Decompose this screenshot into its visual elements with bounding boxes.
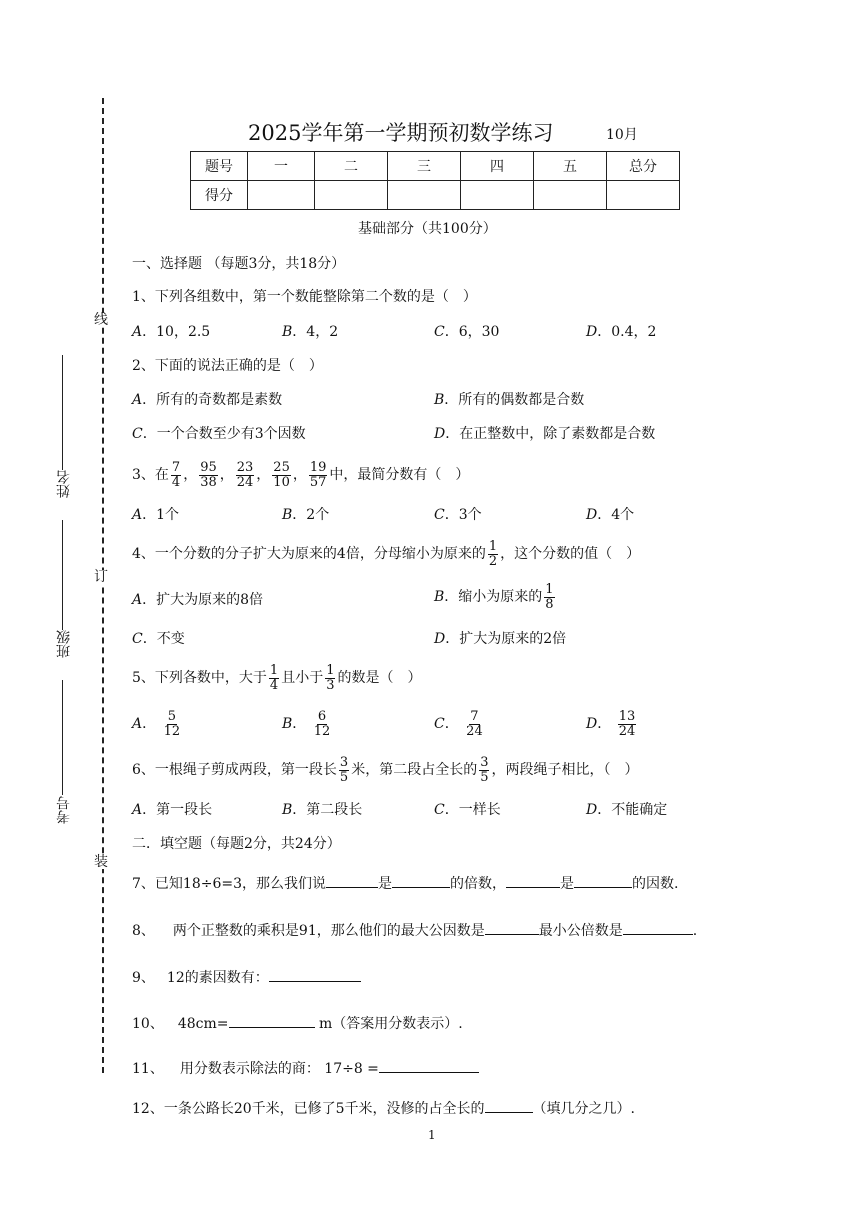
q1-option-a: A．10，2.5 bbox=[132, 324, 211, 340]
q11-stem: 11、 用分数表示除法的商： 17÷8 = bbox=[132, 1058, 479, 1079]
q3-option-a: A．1个 bbox=[132, 507, 180, 523]
score-table bbox=[190, 151, 680, 210]
q9-stem: 9、 12的素因数有： bbox=[132, 967, 361, 988]
answer-blank[interactable] bbox=[574, 873, 632, 888]
margin-bind-char: 装 bbox=[94, 854, 108, 870]
q5-option-c: C． $\frac{7}{24}$ bbox=[434, 708, 483, 739]
margin-line-char: 线 bbox=[94, 312, 108, 328]
q1-option-b: B．4，2 bbox=[282, 324, 339, 340]
fraction: $\frac{1}{8}$ bbox=[545, 581, 554, 612]
q4-option-b: B．缩小为原来的 $\frac{1}{8}$ bbox=[434, 581, 554, 612]
name-label: 姓名 bbox=[56, 470, 72, 498]
fraction: $\frac{25}{10}$ bbox=[273, 459, 290, 490]
id-blank-line bbox=[62, 680, 63, 795]
q6-option-d: D．不能确定 bbox=[586, 802, 668, 818]
id-label: 考号 bbox=[56, 796, 72, 824]
score-header-cell: 题号 bbox=[191, 152, 248, 181]
q4-option-d: D．扩大为原来的2倍 bbox=[434, 631, 567, 647]
fraction: $\frac{6}{12}$ bbox=[313, 708, 331, 739]
fraction: $\frac{5}{12}$ bbox=[163, 708, 181, 739]
q6-stem: 6、一根绳子剪成两段，第一段长 $\frac{3}{5}$ 米，第二段占全长的 $\frac{3}{5}$ ，两段绳子相比，（ ） bbox=[132, 754, 639, 785]
score-header-cell: 五 bbox=[534, 152, 607, 181]
score-header-cell: 总分 bbox=[607, 152, 680, 181]
q5-option-a: A． $\frac{5}{12}$ bbox=[132, 708, 181, 739]
q10-stem: 10、 48cm= m（答案用分数表示）. bbox=[132, 1013, 463, 1034]
answer-blank[interactable] bbox=[485, 920, 539, 935]
binding-dashed-line bbox=[102, 98, 104, 1073]
fraction: $\frac{3}{5}$ bbox=[480, 754, 489, 785]
score-cell[interactable] bbox=[461, 181, 534, 210]
q8-stem: 8、 两个正整数的乘积是91，那么他们的最大公因数是 最小公倍数是 . bbox=[132, 920, 697, 941]
q5-option-d: D． $\frac{13}{24}$ bbox=[586, 708, 636, 739]
fraction: $\frac{1}{4}$ bbox=[269, 662, 279, 693]
answer-blank[interactable] bbox=[623, 920, 693, 935]
q3-option-d: D．4个 bbox=[586, 507, 635, 523]
q1-stem: 1、下列各组数中，第一个数能整除第二个数的是（ ） bbox=[132, 289, 477, 305]
class-label: 班级 bbox=[56, 630, 72, 658]
score-cell[interactable] bbox=[315, 181, 388, 210]
page-number: 1 bbox=[428, 1128, 436, 1142]
score-cell[interactable] bbox=[248, 181, 315, 210]
answer-blank[interactable] bbox=[229, 1013, 315, 1028]
margin-order-char: 订 bbox=[94, 569, 108, 585]
q3-option-c: C．3个 bbox=[434, 507, 482, 523]
exam-month: 10月 bbox=[606, 127, 638, 143]
answer-blank[interactable] bbox=[326, 873, 378, 888]
score-cell[interactable] bbox=[607, 181, 680, 210]
fraction: $\frac{23}{24}$ bbox=[236, 459, 254, 490]
page-title: 2025学年第一学期预初数学练习 bbox=[248, 121, 554, 145]
fraction: $\frac{3}{5}$ bbox=[339, 754, 349, 785]
q2-option-a: A．所有的奇数都是素数 bbox=[132, 392, 283, 408]
q2-option-d: D．在正整数中，除了素数都是合数 bbox=[434, 426, 656, 442]
q12-stem: 12、一条公路长20千米，已修了5千米，没修的占全长的 （填几分之几）. bbox=[132, 1098, 635, 1119]
answer-blank[interactable] bbox=[379, 1058, 479, 1073]
score-row-label: 得分 bbox=[191, 181, 248, 210]
fraction: $\frac{7}{24}$ bbox=[466, 708, 483, 739]
name-blank-line bbox=[62, 355, 63, 470]
fraction: $\frac{7}{4}$ bbox=[171, 459, 181, 490]
fraction: $\frac{1}{3}$ bbox=[326, 662, 335, 693]
q5-stem: 5、下列各数中，大于 $\frac{1}{4}$ 且小于 $\frac{1}{3}$ 的数是（ ） bbox=[132, 662, 422, 693]
fraction: $\frac{1}{2}$ bbox=[488, 538, 498, 569]
q5-option-b: B． $\frac{6}{12}$ bbox=[282, 708, 331, 739]
score-header-cell: 四 bbox=[461, 152, 534, 181]
q2-option-b: B．所有的偶数都是合数 bbox=[434, 392, 585, 408]
fraction: $\frac{13}{24}$ bbox=[618, 708, 636, 739]
score-header-cell: 一 bbox=[248, 152, 315, 181]
answer-blank[interactable] bbox=[269, 967, 361, 982]
q2-option-c: C．一个合数至少有3个因数 bbox=[132, 426, 306, 442]
q4-option-a: A．扩大为原来的8倍 bbox=[132, 592, 264, 608]
q2-stem: 2、下面的说法正确的是（ ） bbox=[132, 358, 323, 374]
score-cell[interactable] bbox=[534, 181, 607, 210]
q1-option-d: D．0.4，2 bbox=[586, 324, 657, 340]
q7-stem: 7、已知18÷6=3，那么我们说 是 的倍数， 是 的因数. bbox=[132, 873, 678, 894]
answer-blank[interactable] bbox=[506, 873, 560, 888]
q6-option-c: C．一样长 bbox=[434, 802, 501, 818]
score-table-score-row bbox=[191, 181, 680, 210]
q4-stem: 4、一个分数的分子扩大为原来的4倍，分母缩小为原来的 $\frac{1}{2}$ ，这个分数的值（ ） bbox=[132, 538, 641, 569]
score-table-header-row bbox=[191, 152, 680, 181]
score-cell[interactable] bbox=[388, 181, 461, 210]
score-header-cell: 二 bbox=[315, 152, 388, 181]
fraction: $\frac{95}{38}$ bbox=[200, 459, 217, 490]
section-subtitle: 基础部分（共100分） bbox=[358, 221, 497, 237]
q3-stem: 3、在 $\frac{7}{4}$ ， $\frac{95}{38}$ ， $\frac{23}{24}$ ， $\frac{25}{10}$ ， $\frac{19}{57}$ 中，最简分数有（ ） bbox=[132, 459, 470, 490]
section-1-heading: 一、选择题 （每题3分，共18分） bbox=[132, 256, 346, 272]
q3-option-b: B．2个 bbox=[282, 507, 330, 523]
answer-blank[interactable] bbox=[485, 1098, 533, 1113]
q1-option-c: C．6，30 bbox=[434, 324, 500, 340]
q6-option-b: B．第二段长 bbox=[282, 802, 363, 818]
answer-blank[interactable] bbox=[392, 873, 450, 888]
section-2-heading: 二．填空题（每题2分，共24分） bbox=[132, 836, 341, 852]
q6-option-a: A．第一段长 bbox=[132, 802, 213, 818]
fraction: $\frac{19}{57}$ bbox=[309, 459, 327, 490]
score-header-cell: 三 bbox=[388, 152, 461, 181]
q4-option-c: C．不变 bbox=[132, 631, 185, 647]
class-blank-line bbox=[62, 520, 63, 630]
